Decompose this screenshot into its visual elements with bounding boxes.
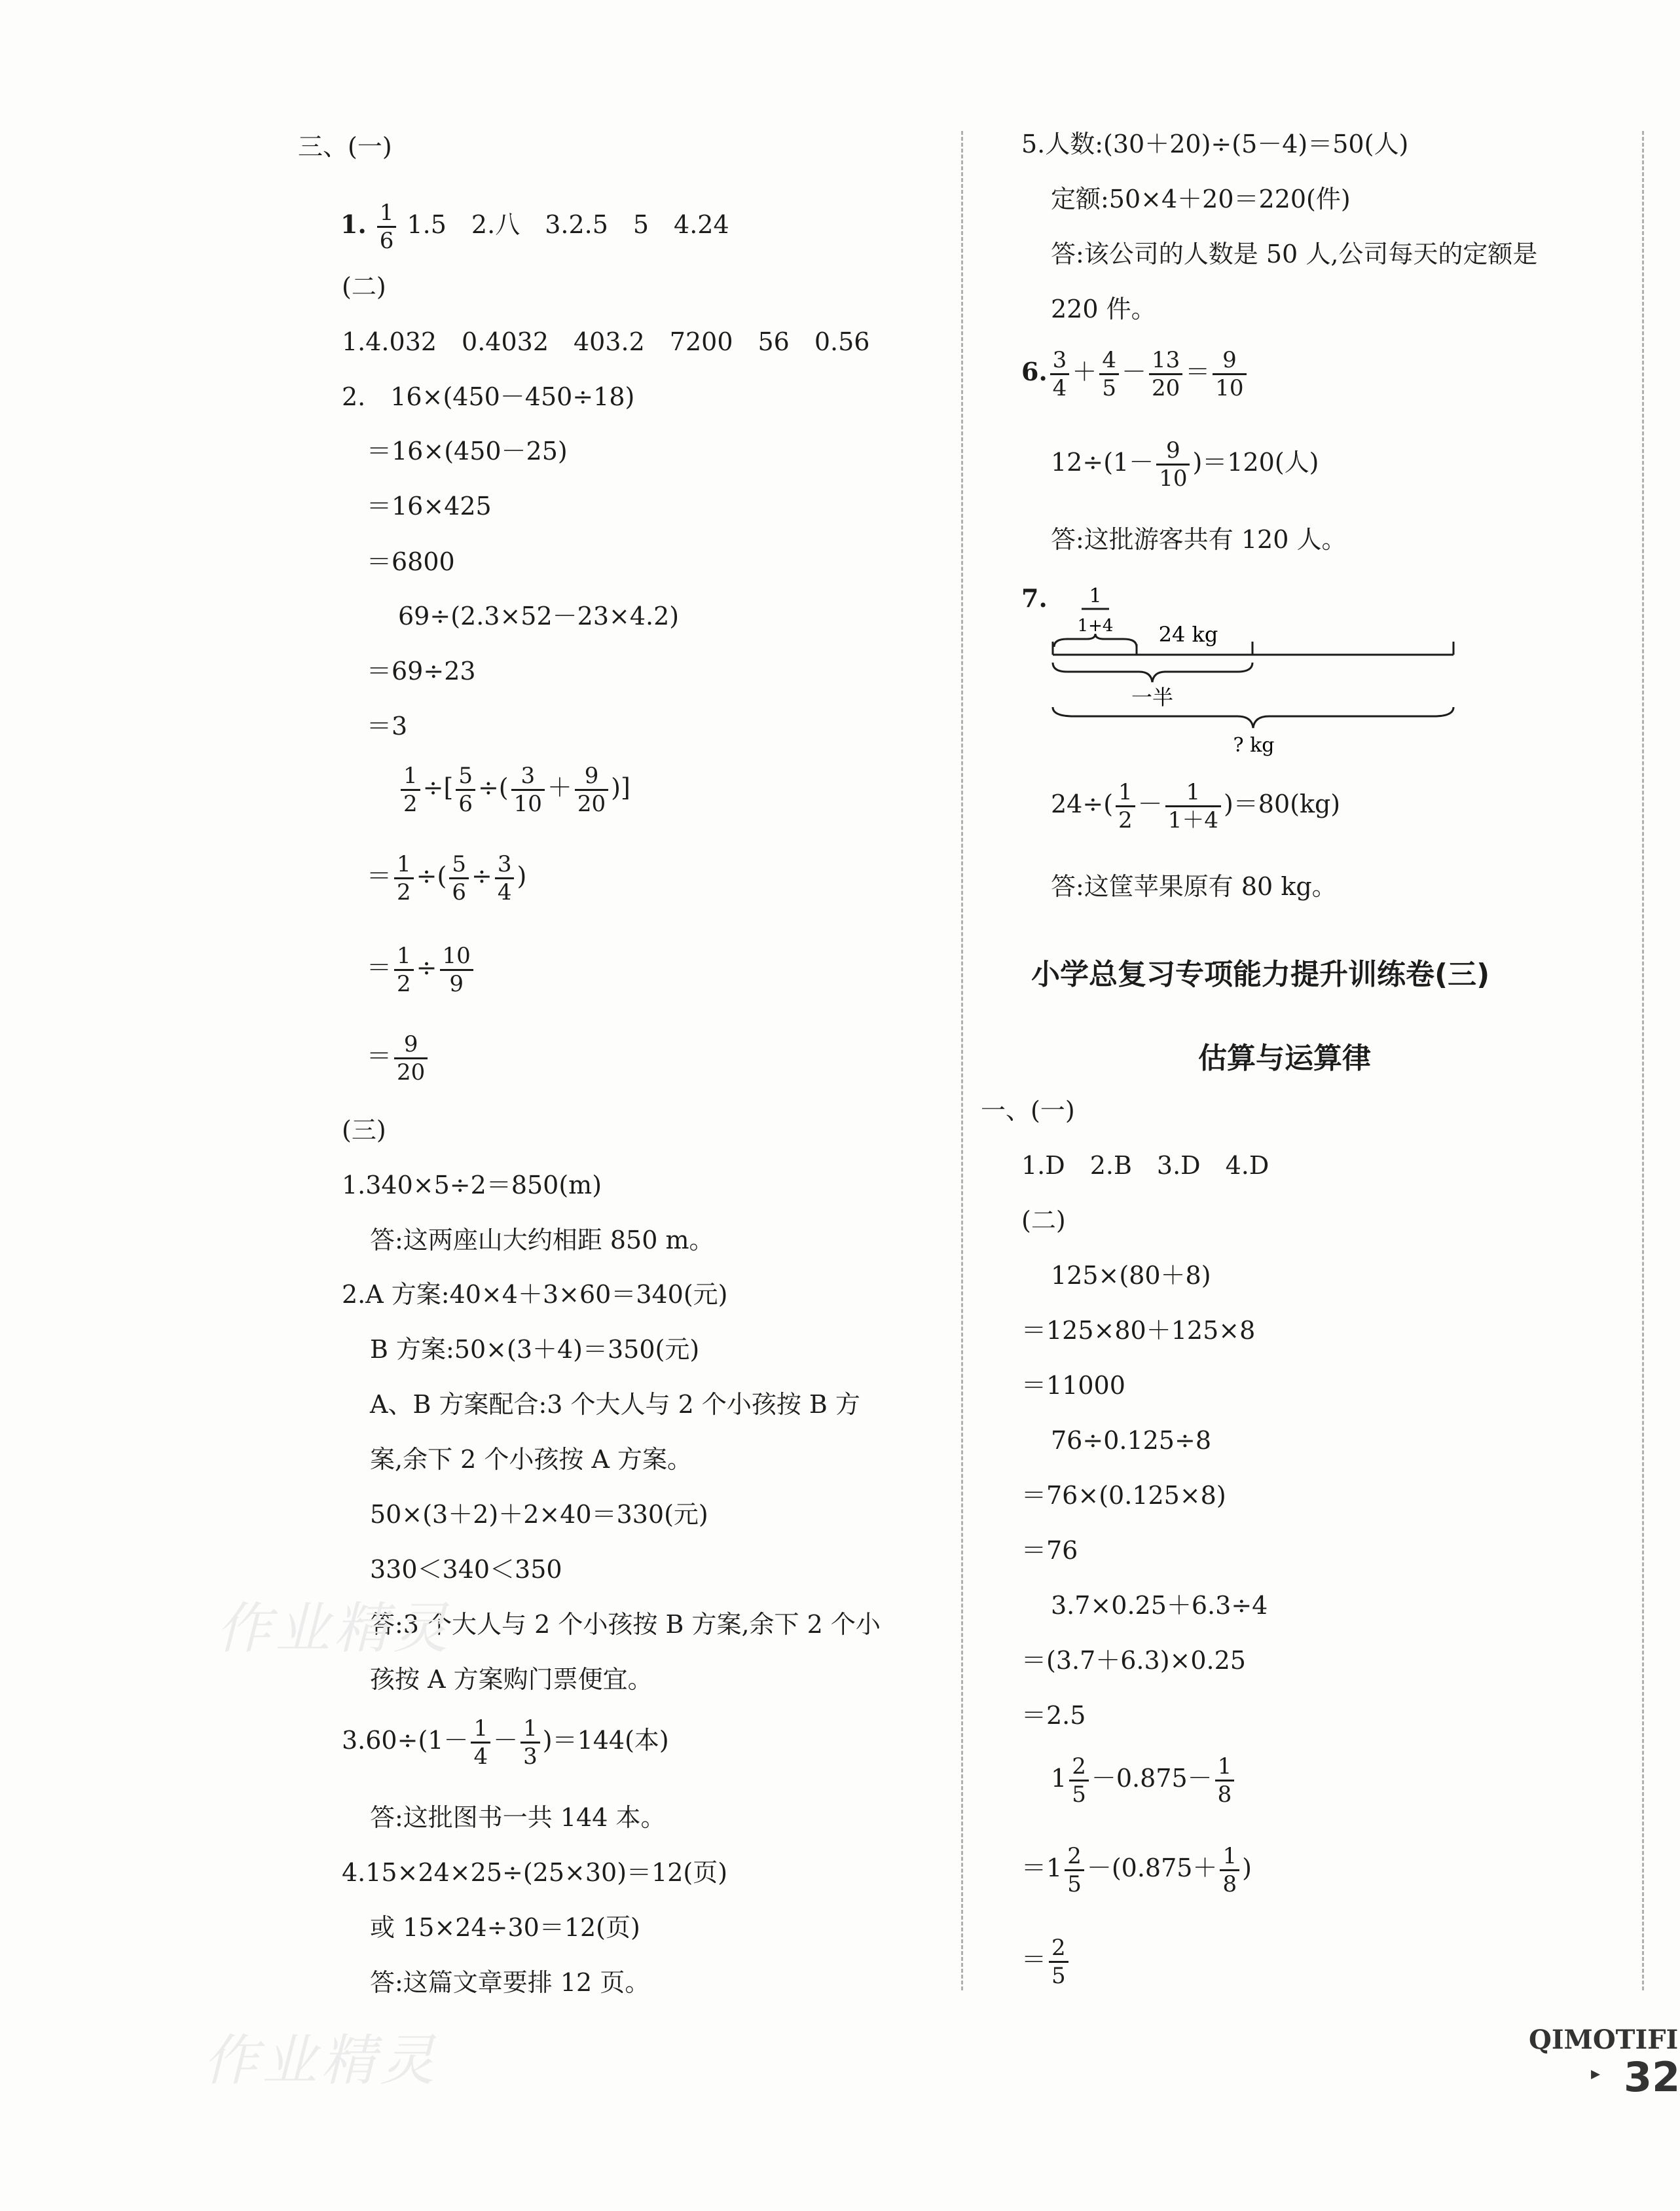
- sub2-q1: 1.4.032 0.4032 403.2 7200 56 0.56: [342, 327, 870, 356]
- diagram-seg-label: 24 kg: [1158, 622, 1218, 647]
- expr-2: ＝125×80＋125×8: [1021, 1316, 1256, 1345]
- watermark: 作业精灵: [203, 2028, 439, 2092]
- q2-line2: B 方案:50×(3＋4)＝350(元): [370, 1335, 700, 1364]
- q2-line4: 案,余下 2 个小孩按 A 方案。: [370, 1445, 693, 1474]
- sub2-q2-line1: 2. 16×(450－450÷18): [342, 382, 635, 411]
- q2-line3: A、B 方案配合:3 个大人与 2 个小孩按 B 方: [370, 1390, 860, 1419]
- expr-5: ＝76×(0.125×8): [1021, 1481, 1226, 1510]
- brace-top: [1054, 634, 1137, 647]
- q2-line6: 330＜340＜350: [370, 1555, 562, 1584]
- sub-heading-3: (三): [342, 1116, 386, 1144]
- mixed-expr-3: ＝ $\frac{2}{5}$: [1021, 1935, 1071, 1989]
- q2-line5: 50×(3＋2)＋2×40＝330(元): [370, 1500, 708, 1529]
- frac-expr-4: ＝ $\frac{9}{20}$: [367, 1031, 430, 1086]
- right-edge-divider: [1642, 131, 1644, 1990]
- q2-line8: 孩按 A 方案购门票便宜。: [370, 1665, 653, 1694]
- q-number: 1.: [340, 210, 367, 239]
- q1-answer: 答:这两座山大约相距 850 m。: [370, 1226, 714, 1254]
- section-1-answers: 1.D 2.B 3.D 4.D: [1021, 1151, 1269, 1180]
- expr-1: 125×(80＋8): [1051, 1261, 1211, 1290]
- sub-heading-2: (二): [342, 272, 386, 301]
- diagram-total-label: ? kg: [1233, 734, 1275, 757]
- expr-3: ＝11000: [1021, 1371, 1125, 1400]
- section-3-heading: 三、(一): [298, 132, 392, 161]
- q4: 4.15×24×25÷(25×30)＝12(页): [342, 1858, 728, 1887]
- q5-line3: 答:该公司的人数是 50 人,公司每天的定额是: [1051, 240, 1538, 268]
- diagram-fraction-den: 1+4: [1077, 616, 1114, 636]
- frac-expr-1: $\frac{1}{2}$ ÷[ $\frac{5}{6}$ ÷( $\frac{3}{10}$ ＋ $\frac{9}{20}$ )]: [398, 763, 630, 817]
- mixed-expr-2: ＝1 $\frac{2}{5}$ －(0.875＋ $\frac{1}{8}$ ): [1021, 1843, 1252, 1897]
- sub2-q2-line6: ＝69÷23: [367, 657, 476, 685]
- q4-line2: 或 15×24÷30＝12(页): [370, 1913, 640, 1942]
- q6: 6. $\frac{3}{4}$ ＋ $\frac{4}{5}$ － $\frac{13}{20}$ ＝ $\frac{9}{10}$: [1021, 347, 1249, 401]
- q5: 5.人数:(30＋20)÷(5－4)＝50(人): [1021, 130, 1409, 158]
- q7-answer: 答:这筐苹果原有 80 kg。: [1051, 872, 1337, 901]
- sub2-q2-line4: ＝6800: [367, 547, 455, 576]
- mixed-expr-1: 1 $\frac{2}{5}$ －0.875－ $\frac{1}{8}$: [1051, 1753, 1237, 1808]
- s3-q1-line: [340, 200, 729, 254]
- answers: 1.5 2.八 3.2.5 5 4.24: [407, 210, 729, 239]
- q4-answer: 答:这篇文章要排 12 页。: [370, 1968, 650, 1997]
- watermark: 作业精灵: [216, 1596, 452, 1660]
- q5-line2: 定额:50×4＋20＝220(件): [1051, 185, 1351, 213]
- q6-calc: 12÷(1－ $\frac{9}{10}$ )＝120(人): [1051, 437, 1319, 492]
- fraction: $\frac{1}{6}$: [377, 200, 397, 254]
- expr-6: ＝76: [1021, 1536, 1078, 1565]
- q3: 3.60÷(1－ $\frac{1}{4}$ － $\frac{1}{3}$ )＝144(本): [342, 1715, 669, 1770]
- play-arrow-icon: ▸: [1591, 2062, 1601, 2084]
- sub2-q2-line5: 69÷(2.3×52－23×4.2): [398, 602, 680, 630]
- q2-line7: 答:3 个大人与 2 个小孩按 B 方案,余下 2 个小: [370, 1610, 881, 1639]
- expr-8: ＝(3.7＋6.3)×0.25: [1021, 1646, 1246, 1675]
- paper-title: 小学总复习专项能力提升训练卷(三): [1031, 958, 1490, 991]
- brace-half: [1053, 663, 1252, 682]
- line-segment-diagram: [1041, 576, 1473, 759]
- q1: 1.340×5÷2＝850(m): [342, 1171, 602, 1199]
- q3-answer: 答:这批图书一共 144 本。: [370, 1803, 666, 1832]
- sub2-q2-line7: ＝3: [367, 712, 408, 740]
- q7-calc: 24÷( $\frac{1}{2}$ － $\frac{1}{1+4}$ )＝80(kg): [1051, 779, 1341, 833]
- expr-4: 76÷0.125÷8: [1051, 1426, 1211, 1455]
- diagram-half-label: 一半: [1131, 685, 1174, 710]
- frac-expr-2: ＝ $\frac{1}{2}$ ÷( $\frac{5}{6}$ ÷ $\frac{3}{4}$ ): [367, 851, 527, 905]
- brace-total: [1053, 707, 1453, 728]
- page-number: 32: [1624, 2053, 1680, 2101]
- section-1-sub2: (二): [1021, 1206, 1066, 1235]
- footer-brand: QIMOTIFI: [1529, 2024, 1679, 2055]
- sub2-q2-line3: ＝16×425: [367, 492, 492, 521]
- q5-line4: 220 件。: [1051, 295, 1156, 323]
- diagram-fraction-num: 1: [1089, 585, 1102, 608]
- paper-subtitle: 估算与运算律: [1198, 1042, 1371, 1075]
- section-1-heading: 一、(一): [981, 1096, 1075, 1125]
- frac-expr-3: ＝ $\frac{1}{2}$ ÷ $\frac{10}{9}$: [367, 943, 476, 997]
- expr-7: 3.7×0.25＋6.3÷4: [1051, 1591, 1268, 1620]
- column-divider: [961, 131, 963, 1990]
- q7-number: 7.: [1021, 583, 1048, 613]
- q6-answer: 答:这批游客共有 120 人。: [1051, 525, 1347, 554]
- sub2-q2-line2: ＝16×(450－25): [367, 437, 568, 466]
- q2: 2.A 方案:40×4＋3×60＝340(元): [342, 1280, 728, 1309]
- expr-9: ＝2.5: [1021, 1701, 1086, 1730]
